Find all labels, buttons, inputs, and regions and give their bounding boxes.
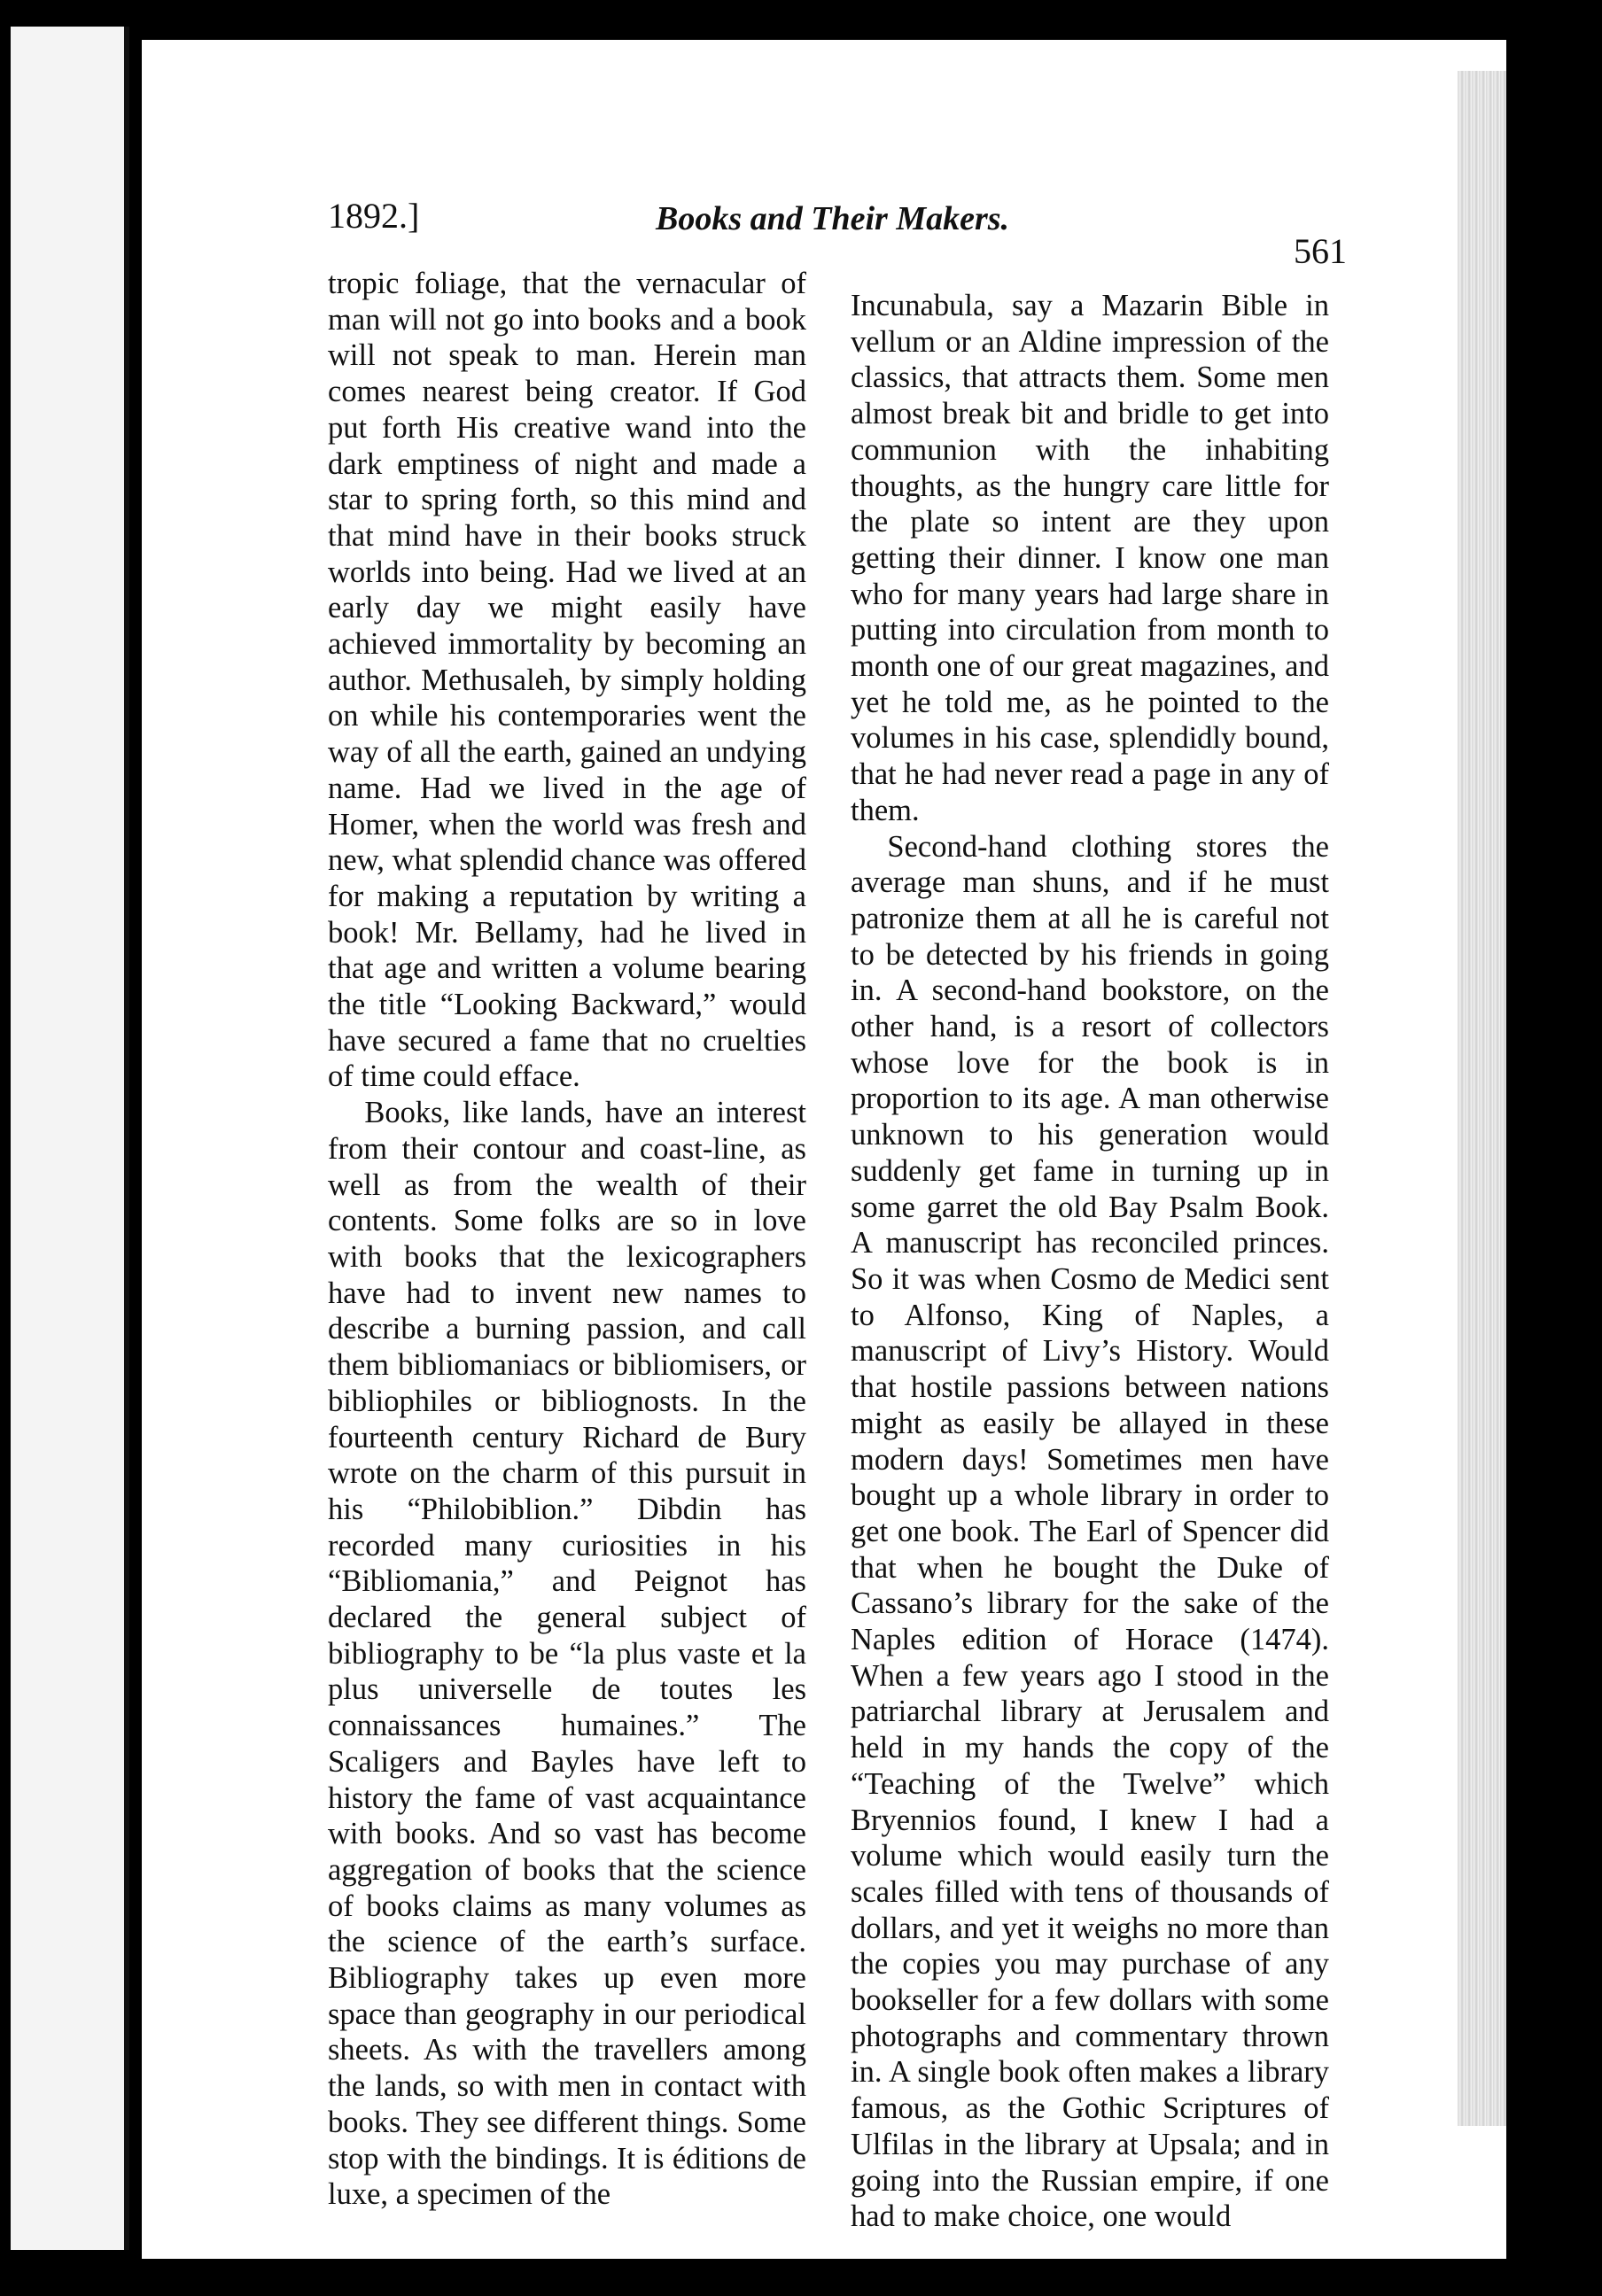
header-year: 1892.] xyxy=(328,196,420,236)
header-title: Books and Their Makers. xyxy=(656,200,1010,237)
right-paragraph-2: Second-hand clothing stores the average man shuns, and if he must patronize them at all he is careful not to be detected by his friends in going in. A second-hand bookstore, on the other hand, is a resort of collectors whose love for the book is in proportion to its age. A man otherwise unknown to his generation would suddenly get fame in turning up in some garret the old Bay Psalm Book. A manuscript has reconciled princes. So it was when Cosmo de Medici sent to Alfonso, King of Naples, a manuscript of Livy’s History. Would that hostile passions between nations might as easily be allayed in these modern days! Sometimes men have bought up a whole library in order to get one book. The Earl of Spencer did that when he bought the Duke of Cassano’s library for the sake of the Naples edition of Horace (1474). When a few years ago I stood in the patriarchal library at Jerusalem and held in my hands the copy of the “Teaching of the Twelve” which Bryennios found, I knew I had a volume which would easily turn the scales filled with tens of thousands of dollars, and yet it weighs no more than the copies you may purchase of any bookseller for a few dollars with some photographs and commentary thrown in. A single book often makes a library famous, as the Gothic Scriptures of Ulfilas in the library at Upsala; and in going into the Russian empire, if one had to make choice, one would xyxy=(851,829,1329,2234)
left-paragraph-1: tropic foliage, that the vernacular of man will not go into books and a book will not speak to man. Herein man comes nearest being creator. If God put forth His creative wand into the dark emptiness of night and made a star to spring forth, so this mind and that mind have in their books struck worlds into being. Had we lived at an early day we might easily have achieved immortality by becoming an author. Methusaleh, by simply holding on while his contemporaries went the way of all the earth, gained an undying name. Had we lived in the age of Homer, when the world was fresh and new, what splendid chance was offered for making a reputation by writing a book! Mr. Bellamy, had he lived in that age and written a volume bearing the title “Looking Backward,” would have secured a fame that no cruelties of time could efface. xyxy=(328,267,806,1094)
facing-page-edge xyxy=(0,27,129,2250)
running-header xyxy=(328,195,1365,271)
left-paragraph-2: Books, like lands, have an interest from their contour and coast-line, as well as from the wealth of their contents. Some folks are so in love with books that the lexicographers have had to invent new names to describe a burning passion, and call them bibliomaniacs or bibliomisers, or bibliophiles or bibliognosts. In the fourteenth century Richard de Bury wrote on the charm of this pursuit in his “Philobiblion.” Dibdin has recorded many curiosities in his “Bibliomania,” and Peignot has declared the general subject of bibliography to be “la plus vaste et la plus universelle de toutes les connaissances humaines.” The Scaligers and Bayles have left to history the fame of vast acquaintance with books. And so vast has become aggregation of books that the science of books claims as many volumes as the science of the earth’s surface. Bibliography takes up even more space than geography in our periodical sheets. As with the travellers among the lands, so with men in contact with books. They see different things. Some stop with the bindings. It is éditions de luxe, a specimen of the xyxy=(328,1096,806,2212)
page-stack-edge xyxy=(1458,71,1506,2126)
left-text-column xyxy=(328,266,806,2213)
right-text-column xyxy=(851,288,1329,2235)
scan-margin xyxy=(0,27,11,2250)
right-paragraph-1: Incunabula, say a Mazarin Bible in vellum or an Aldine impression of the classics, that attracts them. Some men almost break bit and bridle to get into communion with the inhabiting thoughts, as the hungry care little for the plate so intent are they upon getting their dinner. I know one man who for many years had large share in putting into circulation from month to month one of our great magazines, and yet he told me, as he pointed to the volumes in his case, splendidly bound, that he had never read a page in any of them. xyxy=(851,289,1329,827)
page-number: 561 xyxy=(1294,231,1347,271)
